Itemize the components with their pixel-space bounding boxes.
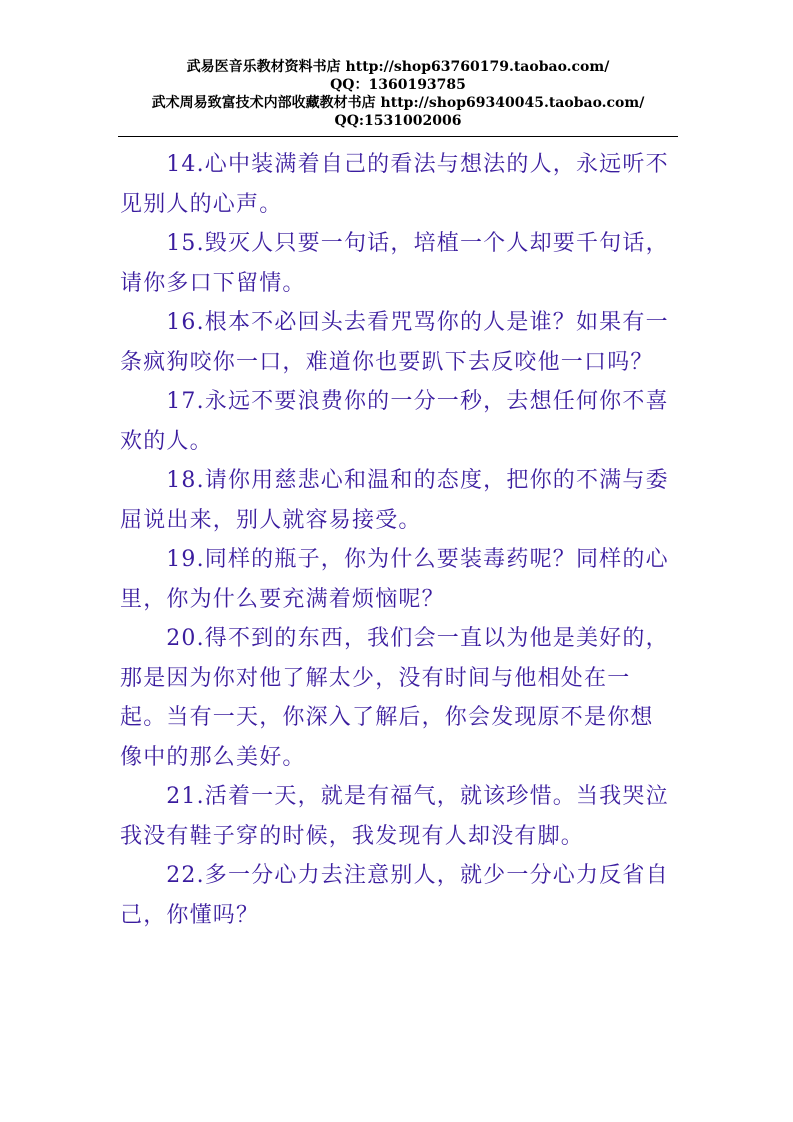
- header-qq-line-1: QQ：1360193785: [330, 77, 466, 93]
- header-shop-line-2: 武术周易致富技术内部收藏教材书店 http://shop69340045.taobao.com/: [151, 95, 645, 111]
- paragraph-18: 18.请你用慈悲心和温和的态度，把你的不满与委屈说出来，别人就容易接受。: [120, 468, 669, 533]
- paragraph-17: 17.永远不要浪费你的一分一秒，去想任何你不喜欢的人。: [120, 389, 669, 454]
- header-shop-line-1: 武易医音乐教材资料书店 http://shop63760179.taobao.com/: [186, 59, 610, 75]
- header-divider: [118, 136, 678, 137]
- header-qq-line-2: QQ:1531002006: [334, 113, 462, 129]
- paragraph-14: 14.心中装满着自己的看法与想法的人，永远听不见别人的心声。: [120, 152, 669, 217]
- paragraph-19: 19.同样的瓶子，你为什么要装毒药呢？同样的心里，你为什么要充满着烦恼呢？: [120, 547, 669, 612]
- paragraph-21: 21.活着一天，就是有福气，就该珍惜。当我哭泣我没有鞋子穿的时候，我发现有人却没有脚。: [120, 784, 669, 849]
- paragraph-16: 16.根本不必回头去看咒骂你的人是谁？如果有一条疯狗咬你一口，难道你也要趴下去反咬他一口吗？: [120, 310, 669, 375]
- body-text: [120, 145, 676, 935]
- paragraph-22: 22.多一分心力去注意别人，就少一分心力反省自己，你懂吗？: [120, 863, 669, 928]
- paragraph-20: 20.得不到的东西，我们会一直以为他是美好的，那是因为你对他了解太少，没有时间与他相处在一起。当有一天，你深入了解后，你会发现原不是你想像中的那么美好。: [120, 626, 669, 770]
- page-header: [118, 58, 678, 130]
- paragraph-15: 15.毁灭人只要一句话，培植一个人却要千句话，请你多口下留情。: [120, 231, 669, 296]
